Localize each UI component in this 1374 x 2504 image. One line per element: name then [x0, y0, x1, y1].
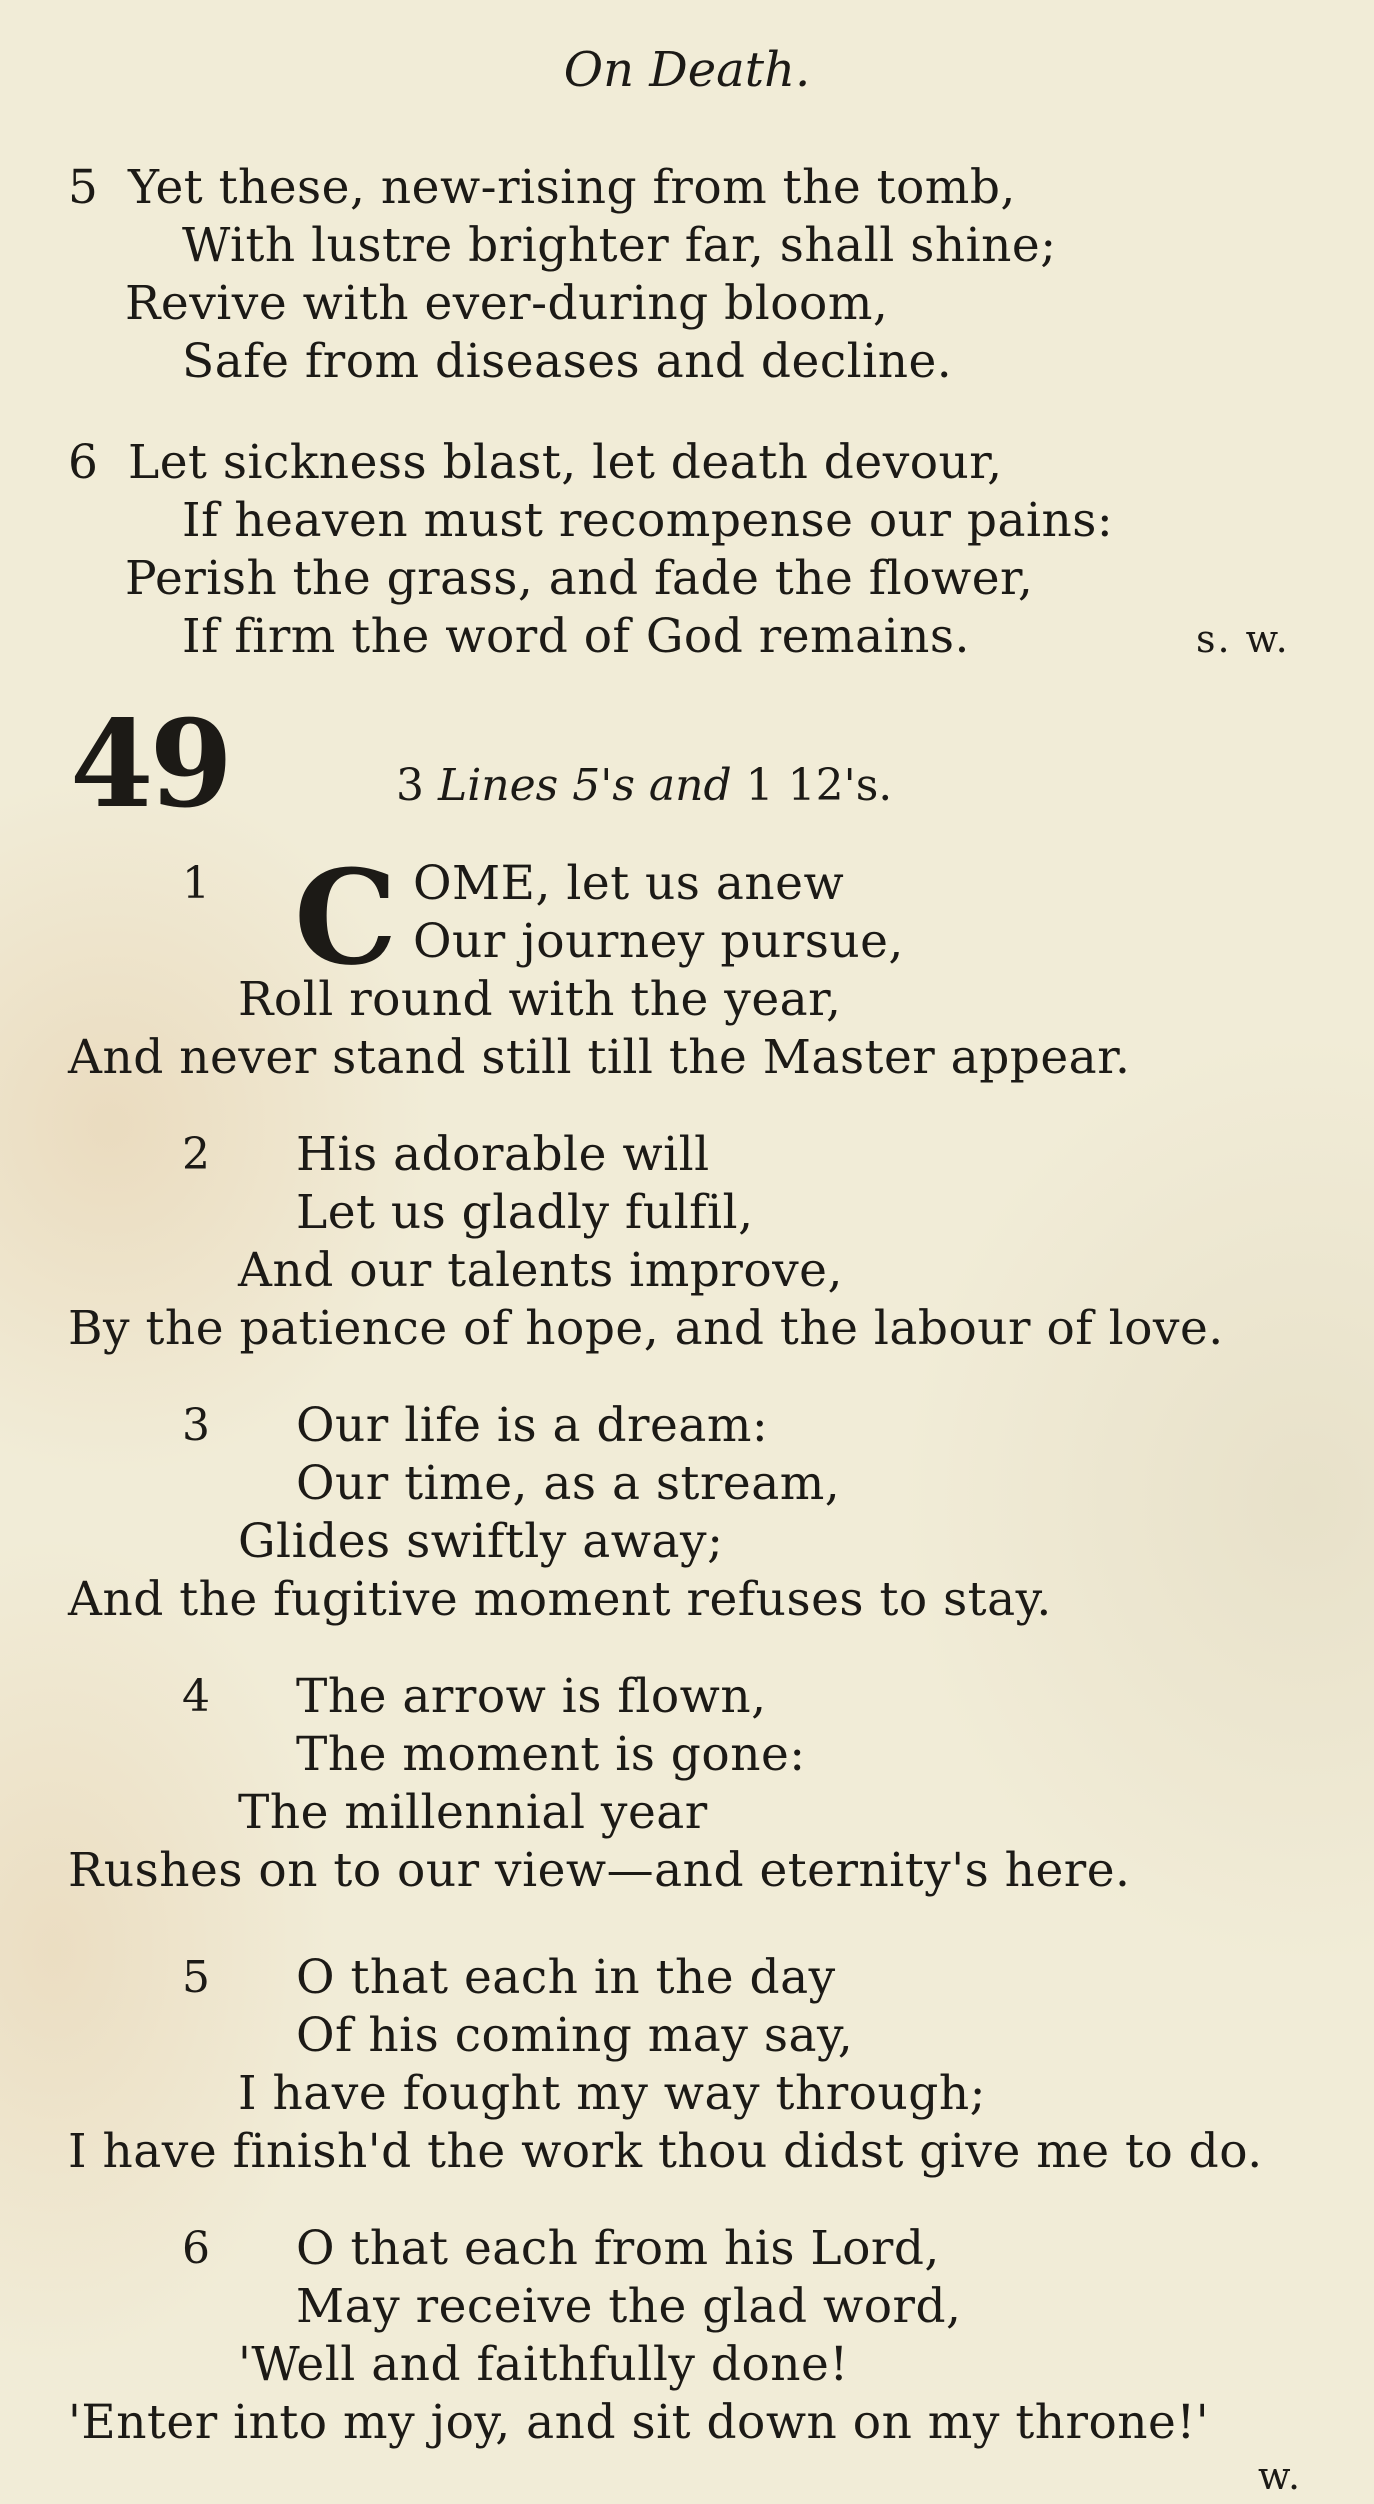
- verse-number: 5: [68, 160, 99, 215]
- verse-line: Revive with ever-during bloom,: [125, 276, 889, 331]
- verse-line: May receive the glad word,: [296, 2279, 962, 2334]
- verse-line: His adorable will: [296, 1127, 710, 1182]
- verse-line: With lustre brighter far, shall shine;: [182, 218, 1057, 273]
- verse-line: The millennial year: [238, 1785, 708, 1840]
- author-signature: w.: [1258, 2454, 1303, 2498]
- verse-line: Our journey pursue,: [413, 914, 904, 969]
- meter-count: 3: [396, 760, 424, 811]
- verse-line: And the fugitive moment refuses to stay.: [68, 1572, 1052, 1627]
- verse-line: The moment is gone:: [296, 1727, 806, 1782]
- verse-line: OME, let us anew: [413, 856, 845, 911]
- meter-count-2: 1 12's.: [745, 760, 893, 811]
- verse-number: 3: [182, 1400, 210, 1451]
- verse-line: Of his coming may say,: [296, 2008, 854, 2063]
- verse-line: And our talents improve,: [238, 1243, 843, 1298]
- verse-number: 6: [182, 2223, 210, 2274]
- verse-line: O that each from his Lord,: [296, 2221, 940, 2276]
- verse-line: 'Enter into my joy, and sit down on my throne!': [68, 2395, 1210, 2450]
- verse-line: Let sickness blast, let death devour,: [128, 435, 1003, 490]
- verse-line: 'Well and faithfully done!: [238, 2337, 849, 2392]
- verse-line: Roll round with the year,: [238, 972, 842, 1027]
- verse-line: Safe from diseases and decline.: [182, 334, 953, 389]
- verse-line: If heaven must recompense our pains:: [182, 493, 1114, 548]
- verse-line: And never stand still till the Master appear.: [68, 1030, 1131, 1085]
- verse-line: Perish the grass, and fade the flower,: [125, 551, 1034, 606]
- verse-line: If firm the word of God remains.: [182, 609, 970, 664]
- verse-line: Yet these, new-rising from the tomb,: [128, 160, 1016, 215]
- verse-line: Our time, as a stream,: [296, 1456, 841, 1511]
- verse-line: I have fought my way through;: [238, 2066, 986, 2121]
- verse-number: 2: [182, 1129, 210, 1180]
- verse-line: Rushes on to our view—and eternity's here.: [68, 1843, 1131, 1898]
- verse-line: O that each in the day: [296, 1950, 836, 2005]
- verse-line: Glides swiftly away;: [238, 1514, 724, 1569]
- running-header: On Death.: [563, 42, 811, 98]
- verse-number: 4: [182, 1671, 210, 1722]
- author-signature: s. w.: [1196, 617, 1290, 661]
- hymn-number: 49: [70, 694, 229, 835]
- meter-description: Lines 5's and: [438, 760, 732, 811]
- drop-cap: C: [294, 841, 398, 994]
- verse-number: 6: [68, 435, 99, 490]
- verse-number: 5: [182, 1952, 210, 2003]
- verse-line: By the patience of hope, and the labour of love.: [68, 1301, 1224, 1356]
- verse-line: I have finish'd the work thou didst give me to do.: [68, 2124, 1263, 2179]
- verse-line: The arrow is flown,: [296, 1669, 767, 1724]
- verse-number: 1: [182, 858, 210, 909]
- verse-line: Let us gladly fulfil,: [296, 1185, 754, 1240]
- meter-line: [396, 758, 892, 814]
- verse-line: Our life is a dream:: [296, 1398, 769, 1453]
